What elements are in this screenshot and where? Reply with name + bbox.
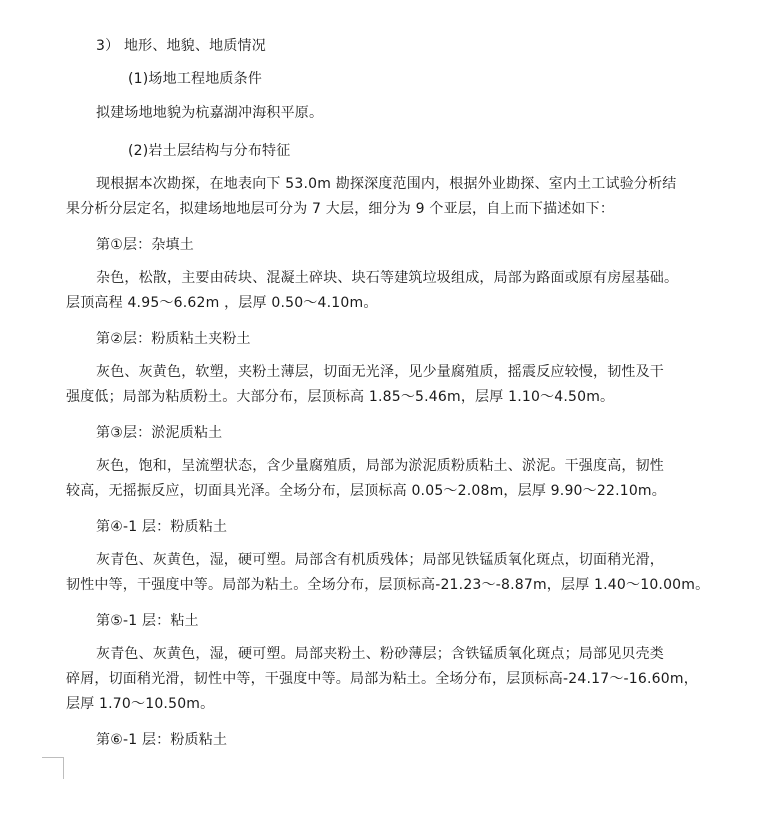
layer-2-heading: 第②层：粉质粘土夹粉土 — [96, 331, 251, 347]
layer-5-1-heading: 第⑤-1 层：粘土 — [96, 613, 199, 629]
layer-1-heading: 第①层：杂填土 — [96, 237, 194, 253]
layer-3-desc-line1: 灰色，饱和，呈流塑状态，含少量腐殖质，局部为淤泥质粉质粘土、淤泥。干强度高，韧性 — [96, 458, 664, 474]
layer-2-desc-line1: 灰色、灰黄色，软塑，夹粉土薄层，切面无光泽，见少量腐殖质，摇震反应较慢，韧性及干 — [96, 364, 664, 380]
layer-3-heading: 第③层：淤泥质粘土 — [96, 425, 223, 441]
layer-1-desc-line1: 杂色，松散，主要由砖块、混凝土碎块、块石等建筑垃圾组成，局部为路面或原有房屋基础。 — [96, 270, 679, 286]
subsection-title-site-conditions: (1)场地工程地质条件 — [128, 71, 263, 87]
layer-4-1-desc-line2: 韧性中等，干强度中等。局部为粘土。全场分布，层顶标高-21.23～-8.87m，层厚 1.40～10.00m。 — [66, 577, 710, 593]
layer-5-1-desc-line3: 层厚 1.70～10.50m。 — [66, 696, 215, 712]
paragraph-strata-intro-line1: 现根据本次勘探，在地表向下 53.0m 勘探深度范围内，根据外业勘探、室内土工试验分析结 — [96, 176, 677, 192]
layer-3-desc-line2: 较高，无摇振反应，切面具光泽。全场分布，层顶标高 0.05～2.08m，层厚 9.90～22.10m。 — [66, 483, 666, 499]
layer-4-1-desc-line1: 灰青色、灰黄色，湿，硬可塑。局部含有机质残体；局部见铁锰质氧化斑点，切面稍光滑， — [96, 552, 664, 568]
layer-4-1-heading: 第④-1 层：粉质粘土 — [96, 519, 228, 535]
layer-6-1-heading: 第⑥-1 层：粉质粘土 — [96, 732, 228, 748]
section-title: 3） 地形、地貌、地质情况 — [96, 38, 266, 54]
layer-1-desc-line2: 层顶高程 4.95～6.62m ，层厚 0.50～4.10m。 — [66, 295, 378, 311]
page-margin-corner-mark — [42, 757, 64, 779]
subsection-title-strata: (2)岩土层结构与分布特征 — [128, 143, 291, 159]
layer-5-1-desc-line1: 灰青色、灰黄色，湿，硬可塑。局部夹粉土、粉砂薄层；含铁锰质氧化斑点；局部见贝壳类 — [96, 646, 664, 662]
paragraph-landform: 拟建场地地貌为杭嘉湖冲海积平原。 — [96, 105, 324, 121]
paragraph-strata-intro-line2: 果分析分层定名，拟建场地地层可分为 7 大层，细分为 9 个亚层，自上而下描述如下： — [66, 201, 615, 217]
layer-2-desc-line2: 强度低；局部为粘质粉土。大部分布，层顶标高 1.85～5.46m，层厚 1.10～4.50m。 — [66, 389, 615, 405]
layer-5-1-desc-line2: 碎屑，切面稍光滑，韧性中等，干强度中等。局部为粘土。全场分布，层顶标高-24.17～-16.60m， — [66, 671, 698, 687]
